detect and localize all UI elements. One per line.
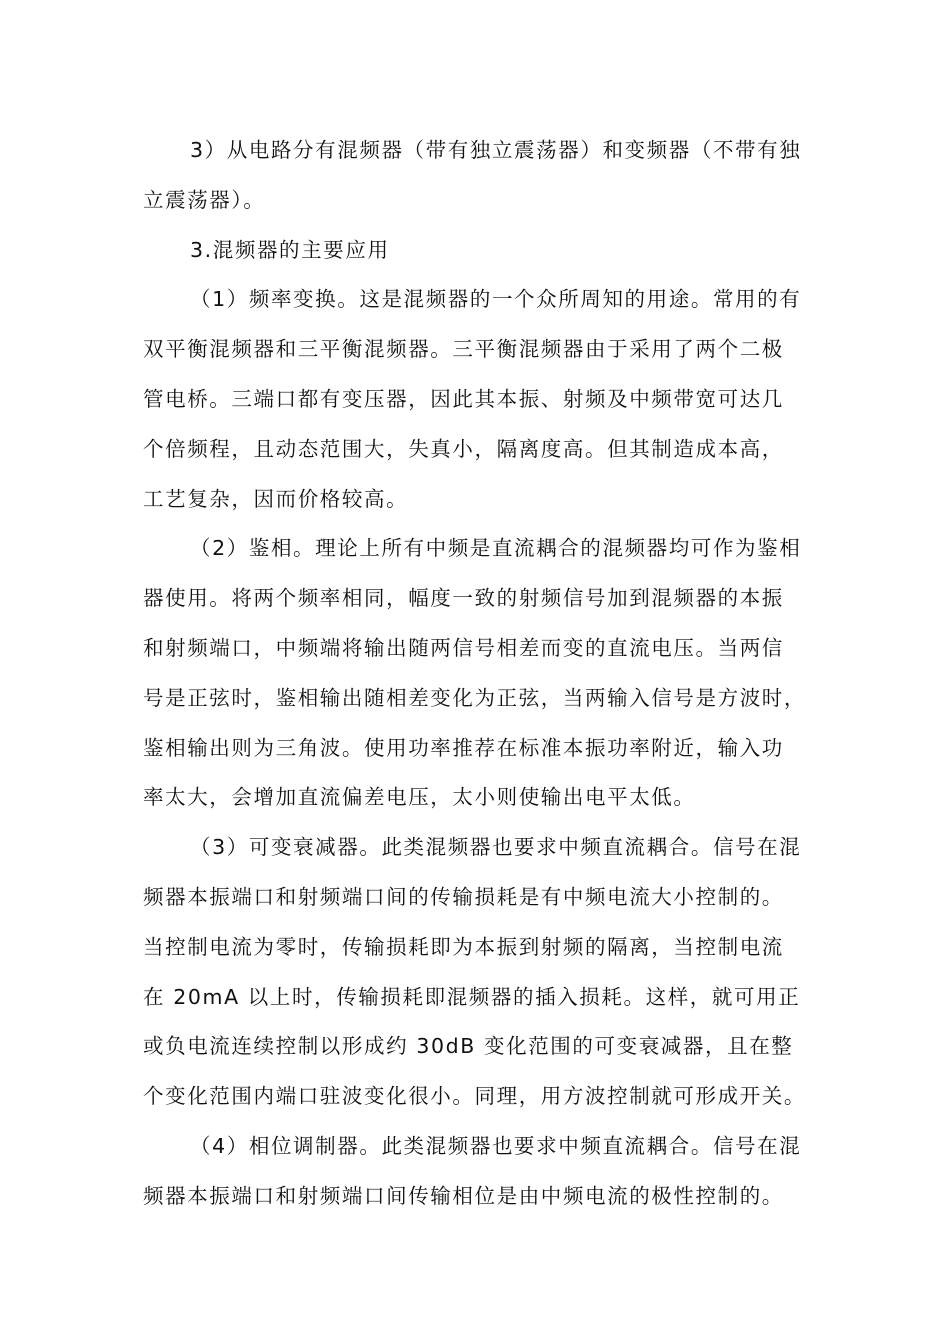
paragraph-line: 号是正弦时，鉴相输出随相差变化为正弦，当两输入信号是方波时， (143, 685, 806, 710)
paragraph-line: 频器本振端口和射频端口间的传输损耗是有中频电流大小控制的。 (143, 885, 784, 909)
paragraph-line: 当控制电流为零时，传输损耗即为本振到射频的隔离，当控制电流 (143, 934, 784, 959)
paragraph-line: 立震荡器）。 (143, 187, 266, 212)
paragraph-line: 个变化范围内端口驻波变化很小。同理，用方波控制就可形成开关。 (143, 1084, 806, 1109)
paragraph-first-line: （4）相位调制器。此类混频器也要求中频直流耦合。信号在混 (190, 1134, 802, 1158)
paragraph-line: 在 20mA 以上时，传输损耗即混频器的插入损耗。这样，就可用正 (143, 984, 801, 1009)
paragraph-line: 或负电流连续控制以形成约 30dB 变化范围的可变衰减器，且在整 (143, 1034, 794, 1059)
paragraph-line: 双平衡混频器和三平衡混频器。三平衡混频器由于采用了两个二极 (143, 337, 784, 362)
paragraph-first-line: （1）频率变换。这是混频器的一个众所周知的用途。常用的有 (190, 287, 802, 312)
paragraph-line: 鉴相输出则为三角波。使用功率推荐在标准本振功率附近，输入功 (143, 735, 784, 760)
paragraph-line: 个倍频程，且动态范围大，失真小，隔离度高。但其制造成本高， (143, 436, 784, 461)
paragraph-line: 工艺复杂，因而价格较高。 (143, 486, 409, 511)
paragraph-first-line: （2）鉴相。理论上所有中频是直流耦合的混频器均可作为鉴相 (190, 536, 802, 561)
paragraph-first-line: （3）可变衰减器。此类混频器也要求中频直流耦合。信号在混 (190, 835, 802, 860)
paragraph-first-line: 3）从电路分有混频器（带有独立震荡器）和变频器（不带有独 (190, 138, 802, 162)
paragraph-line: 管电桥。三端口都有变压器，因此其本振、射频及中频带宽可达几 (143, 387, 784, 411)
paragraph-line: 频器本振端口和射频端口间传输相位是由中频电流的极性控制的。 (143, 1183, 784, 1208)
paragraph-first-line: 3.混频器的主要应用 (190, 237, 390, 262)
paragraph-line: 和射频端口，中频端将输出随两信号相差而变的直流电压。当两信 (143, 636, 784, 660)
paragraph-line: 器使用。将两个频率相同，幅度一致的射频信号加到混频器的本振 (143, 586, 784, 611)
paragraph-line: 率太大，会增加直流偏差电压，太小则使输出电平太低。 (143, 785, 696, 810)
